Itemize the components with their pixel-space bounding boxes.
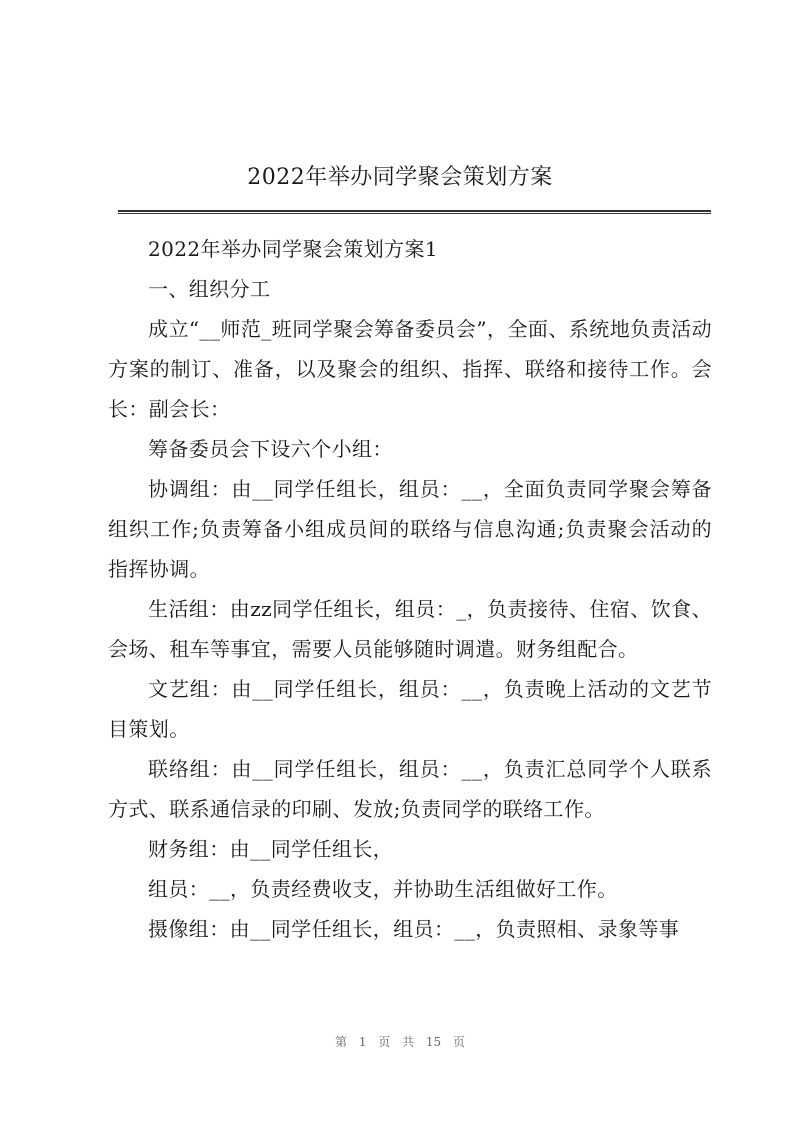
title-divider xyxy=(118,210,711,214)
paragraph: 成立“__师范_班同学聚会筹备委员会”，全面、系统地负责活动方案的制订、准备，以及聚会的组织、指挥、联络和接待工作。会长：副会长： xyxy=(108,317,712,421)
document-body xyxy=(108,229,712,949)
paragraph-section-heading: 一、组织分工 xyxy=(148,277,271,301)
document-title: 2022年举办同学聚会策划方案 xyxy=(247,165,553,190)
paragraph: 文艺组：由__同学任组长，组员：__，负责晚上活动的文艺节目策划。 xyxy=(108,677,712,741)
paragraph: 联络组：由__同学任组长，组员：__，负责汇总同学个人联系方式、联系通信录的印刷、发放;负责同学的联络工作。 xyxy=(108,757,712,821)
page-number-footer: 第 1 页 共 15 页 xyxy=(335,1035,465,1049)
paragraph: 组员：__，负责经费收支，并协助生活组做好工作。 xyxy=(148,877,618,901)
paragraph: 摄像组：由__同学任组长，组员：__，负责照相、录象等事 xyxy=(148,917,680,941)
paragraph: 协调组：由__同学任组长，组员：__，全面负责同学聚会筹备组织工作;负责筹备小组成员间的联络与信息沟通;负责聚会活动的指挥协调。 xyxy=(108,477,712,581)
paragraph: 财务组：由__同学任组长， xyxy=(148,837,394,861)
paragraph: 筹备委员会下设六个小组： xyxy=(148,437,393,461)
paragraph: 生活组：由zz同学任组长，组员：_，负责接待、住宿、饮食、会场、租车等事宜，需要人员能够随时调遣。财务组配合。 xyxy=(108,597,712,661)
paragraph-subtitle: 2022年举办同学聚会策划方案1 xyxy=(148,237,439,261)
